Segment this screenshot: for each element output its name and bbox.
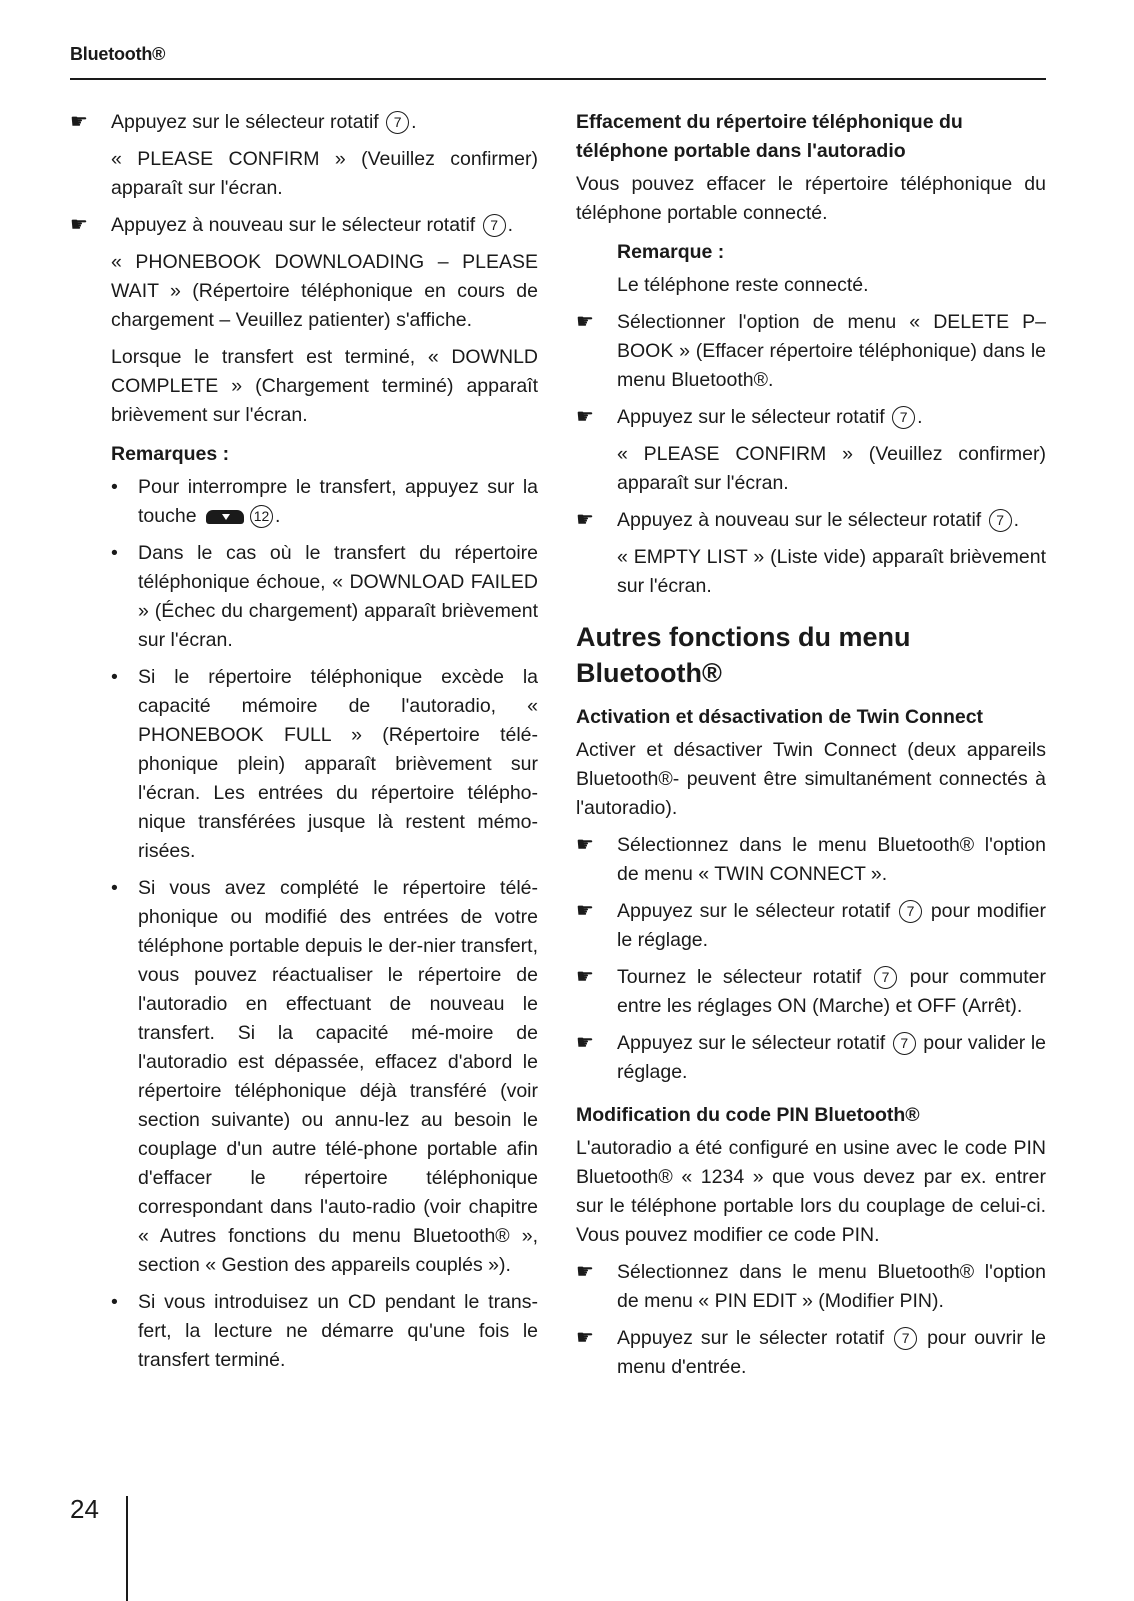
pointing-hand-icon: ☛: [576, 509, 594, 531]
step-text: Appuyez à nouveau sur le sélecteur rotatif: [111, 214, 476, 236]
step-text: Sélectionnez dans le menu Bluetooth® l'option de menu « PIN EDIT » (Modifier PIN).: [617, 1261, 1046, 1312]
step-text: Tournez le sélecteur rotatif: [617, 966, 862, 988]
step-result-text: « PLEASE CONFIRM » (Veuillez confirmer) apparaît sur l'écran.: [111, 148, 538, 199]
instruction-step: [576, 831, 1046, 889]
remark-item: [70, 1288, 538, 1375]
step-text-end: .: [411, 111, 417, 133]
instruction-step: [576, 963, 1046, 1021]
pointing-hand-icon: ☛: [576, 1327, 594, 1349]
control-number-badge: 7: [483, 214, 506, 237]
pointing-hand-icon: ☛: [576, 1261, 594, 1283]
step-text: Sélectionner l'option de menu « DELETE P–BOOK » (Effacer répertoire téléphonique) dans le menu Bluetooth®.: [617, 311, 1046, 391]
pointing-hand-icon: ☛: [576, 900, 594, 922]
pointing-hand-icon: ☛: [576, 966, 594, 988]
control-number-badge: 7: [899, 900, 922, 923]
control-number-badge: 7: [989, 509, 1012, 532]
remark-item: [70, 473, 538, 531]
bullet-dot: •: [111, 476, 118, 498]
control-number-badge: 12: [250, 505, 273, 528]
control-number-badge: 7: [892, 406, 915, 429]
step-text-end: .: [917, 406, 923, 428]
step-text-end: .: [1013, 509, 1020, 531]
step-text: Sélectionnez dans le menu Bluetooth® l'option de menu « TWIN CONNECT ».: [617, 834, 1046, 885]
pointing-hand-icon: ☛: [576, 834, 594, 856]
instruction-step: [576, 1324, 1046, 1382]
step-text: Appuyez sur le sélecteur rotatif: [617, 1032, 886, 1054]
step-text: Appuyez sur le sélecteur rotatif: [617, 900, 891, 922]
remark-text: Si vous avez complété le répertoire télé-phonique ou modifié des entrées de votre téléphone portable depuis le der-nier transfert, vous pouvez réactualiser le répertoire de l'autoradio en effectuant de nouveau le transfert. Si la capacité mé-moire de l'autoradio est dépassée, effacez d'abord le répertoire téléphonique déjà transféré (voir section suivante) ou annu-lez au besoin le couplage d'un autre télé-phone portable afin d'effacer le répertoire téléphonique correspondant dans l'auto-radio (voir chapitre « Autres fonctions du menu Bluetooth® », section « Gestion des appareils couplés »).: [138, 877, 538, 1276]
step-text-end: pour valider le réglage.: [617, 1032, 1047, 1083]
subsection-heading: Activation et désactivation de Twin Connect: [576, 706, 984, 728]
instruction-step: [70, 108, 538, 137]
pointing-hand-icon: ☛: [576, 1032, 594, 1054]
section-title: Bluetooth®: [70, 44, 166, 64]
step-text-end: .: [507, 214, 514, 236]
section-heading: Autres fonctions du menu Bluetooth®: [576, 622, 911, 688]
step-text: Appuyez sur le sélecteur rotatif: [617, 406, 885, 428]
step-text: Appuyez sur le sélecter rotatif: [617, 1327, 885, 1349]
remark-text: Dans le cas où le transfert du répertoire téléphonique échoue, « DOWNLOAD FAILED » (Échec du chargement) apparaît brièvement sur l'écran.: [138, 542, 538, 651]
bullet-dot: •: [111, 542, 118, 564]
control-number-badge: 7: [386, 111, 409, 134]
step-text-end: pour commuter entre les réglages ON (Marche) et OFF (Arrêt).: [617, 966, 1046, 1017]
control-number-badge: 7: [894, 1327, 917, 1350]
body-paragraph: Activer et désactiver Twin Connect (deux appareils Bluetooth®- peuvent être simultanément connectés à l'autoradio).: [576, 739, 1046, 819]
remark-text: Le téléphone reste connecté.: [617, 274, 869, 296]
remark-text: Si vous introduisez un CD pendant le trans-fert, la lecture ne démarre qu'une fois le transfert terminé.: [138, 1291, 538, 1371]
instruction-step: [576, 308, 1046, 395]
step-result-text: « EMPTY LIST » (Liste vide) apparaît brièvement sur l'écran.: [617, 546, 1046, 597]
step-result-text: Lorsque le transfert est terminé, « DOWNLD COMPLETE » (Chargement terminé) apparaît brièvement sur l'écran.: [111, 346, 538, 426]
subsection-heading: Modification du code PIN Bluetooth®: [576, 1104, 920, 1126]
remark-item: [70, 663, 538, 866]
control-number-badge: 7: [874, 966, 897, 989]
footer-divider: [126, 1496, 128, 1601]
pointing-hand-icon: ☛: [576, 406, 594, 428]
remark-text-end: .: [274, 505, 281, 527]
left-column: [70, 108, 538, 1383]
bullet-dot: •: [111, 1291, 118, 1313]
remark-text: Pour interrompre le transfert, appuyez sur la touche: [138, 476, 538, 527]
right-column: [576, 108, 1046, 1390]
instruction-step: [70, 211, 538, 240]
instruction-step: [576, 1029, 1046, 1087]
remark-item: [70, 539, 538, 655]
step-text: Appuyez à nouveau sur le sélecteur rotatif: [617, 509, 982, 531]
remark-item: [70, 874, 538, 1280]
step-result-text: « PHONEBOOK DOWNLOADING – PLEASE WAIT » (Répertoire téléphonique en cours de chargement – Veuillez patienter) s'affiche.: [111, 251, 538, 331]
instruction-step: [576, 897, 1046, 955]
body-paragraph: Vous pouvez effacer le répertoire téléphonique du téléphone portable connecté.: [576, 173, 1046, 224]
step-text: Appuyez sur le sélecteur rotatif: [111, 111, 379, 133]
bullet-dot: •: [111, 877, 118, 899]
instruction-step: [576, 506, 1046, 535]
header-divider: [70, 78, 1046, 80]
control-number-badge: 7: [893, 1032, 916, 1055]
step-text-end: pour ouvrir le menu d'entrée.: [617, 1327, 1046, 1378]
pointing-hand-icon: ☛: [70, 111, 88, 133]
body-paragraph: L'autoradio a été configuré en usine avec le code PIN Bluetooth® « 1234 » que vous devez par ex. entrer sur le téléphone portable lors du couplage de celui-ci. Vous pouvez modifier ce code PIN.: [576, 1137, 1046, 1246]
page-header: [70, 44, 1046, 65]
remark-text: Si le répertoire téléphonique excède la capacité mémoire de l'autoradio, « PHONEBOOK FULL » (Répertoire télé-phonique plein) apparaît brièvement sur l'écran. Les entrées du répertoire télépho-nique transférées jusque là restent mémo-risées.: [138, 666, 538, 862]
remarks-heading: Remarques :: [111, 443, 230, 465]
pointing-hand-icon: ☛: [576, 311, 594, 333]
subsection-heading: Effacement du répertoire téléphonique du téléphone portable dans l'autoradio: [576, 111, 963, 162]
bullet-dot: •: [111, 666, 118, 688]
page-number: 24: [70, 1494, 99, 1524]
instruction-step: [576, 403, 1046, 432]
instruction-step: [576, 1258, 1046, 1316]
step-text-end: pour modifier le réglage.: [617, 900, 1046, 951]
remark-heading: Remarque :: [617, 241, 725, 263]
step-result-text: « PLEASE CONFIRM » (Veuillez confirmer) apparaît sur l'écran.: [617, 443, 1046, 494]
phone-hangup-key-icon: [206, 510, 244, 524]
pointing-hand-icon: ☛: [70, 214, 88, 236]
